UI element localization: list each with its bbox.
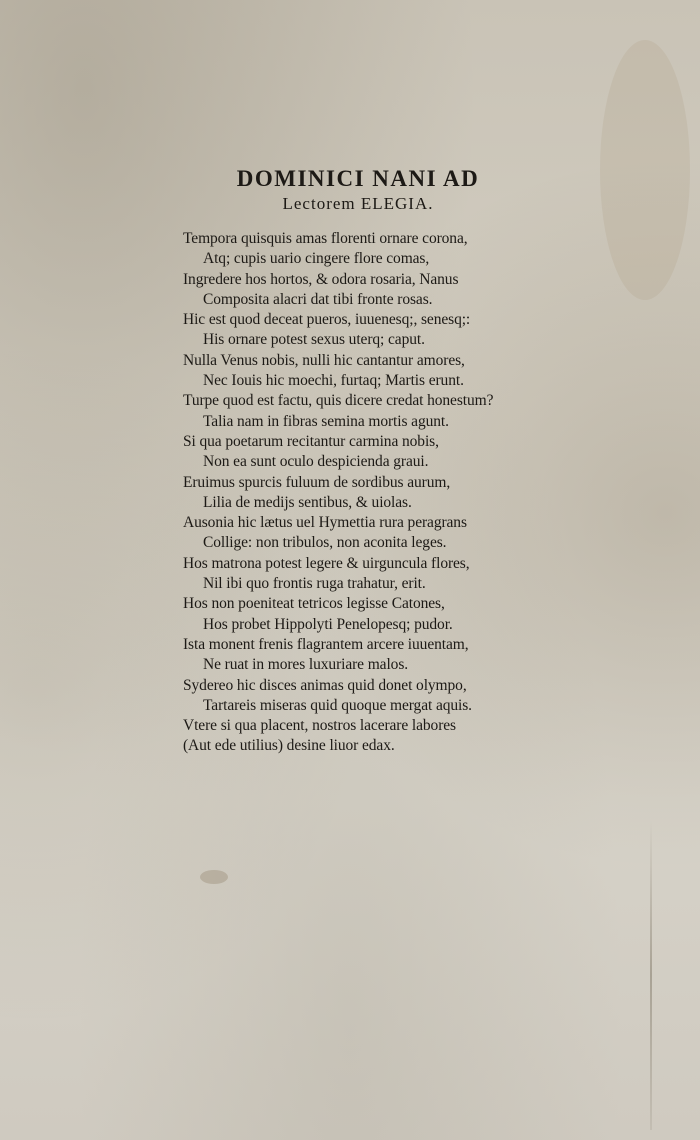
verse-line: Turpe quod est factu, quis dicere credat honestum? [183, 392, 494, 410]
verse-line: Vtere si qua placent, nostros lacerare labores [183, 717, 456, 735]
verse-line: Ausonia hic lætus uel Hymettia rura peragrans [183, 514, 467, 532]
verse-line: Nec Iouis hic moechi, furtaq; Martis erunt. [203, 372, 464, 390]
verse-line: Atq; cupis uario cingere flore comas, [203, 250, 430, 268]
verse-line: Talia nam in fibras semina mortis agunt. [203, 412, 449, 430]
verse-line: Tempora quisquis amas florenti ornare corona, [183, 230, 468, 247]
page-stain [200, 870, 228, 884]
page-subtitle: Lectorem ELEGIA. [282, 194, 434, 213]
verse-line: Eruimus spurcis fuluum de sordibus aurum, [183, 473, 451, 491]
verse-line: Si qua poetarum recitantur carmina nobis, [183, 432, 439, 450]
poem-verse [183, 229, 573, 757]
verse-line: Ingredere hos hortos, & odora rosaria, Nanus [183, 270, 459, 288]
verse-line: Hos non poeniteat tetricos legisse Catones, [183, 595, 445, 613]
verse-line: Hic est quod deceat pueros, iuuenesq;, senesq;: [183, 311, 471, 329]
verse-line: Non ea sunt oculo despicienda graui. [203, 453, 429, 471]
page-title: DOMINICI NANI AD [236, 166, 480, 191]
verse-line: Nil ibi quo frontis ruga trahatur, erit. [203, 575, 426, 593]
page-stain [600, 40, 690, 300]
verse-line: His ornare potest sexus uterq; caput. [203, 331, 425, 349]
verse-line: Hos probet Hippolyti Penelopesq; pudor. [203, 615, 453, 633]
verse-line: Composita alacri dat tibi fronte rosas. [203, 290, 433, 308]
text-block [183, 165, 573, 757]
page-crease [650, 820, 652, 1130]
verse-line: Tartareis miseras quid quoque mergat aquis. [203, 696, 472, 714]
verse-line: (Aut ede utilius) desine liuor edax. [183, 737, 395, 755]
verse-line: Ista monent frenis flagrantem arcere iuuentam, [183, 635, 469, 653]
verse-line: Nulla Venus nobis, nulli hic cantantur amores, [183, 351, 465, 369]
verse-line: Collige: non tribulos, non aconita leges. [203, 534, 447, 552]
verse-line: Hos matrona potest legere & uirguncula flores, [183, 554, 470, 572]
verse-line: Sydereo hic disces animas quid donet olympo, [183, 676, 467, 694]
verse-line: Lilia de medijs sentibus, & uiolas. [203, 493, 412, 511]
verse-line: Ne ruat in mores luxuriare malos. [203, 656, 409, 674]
